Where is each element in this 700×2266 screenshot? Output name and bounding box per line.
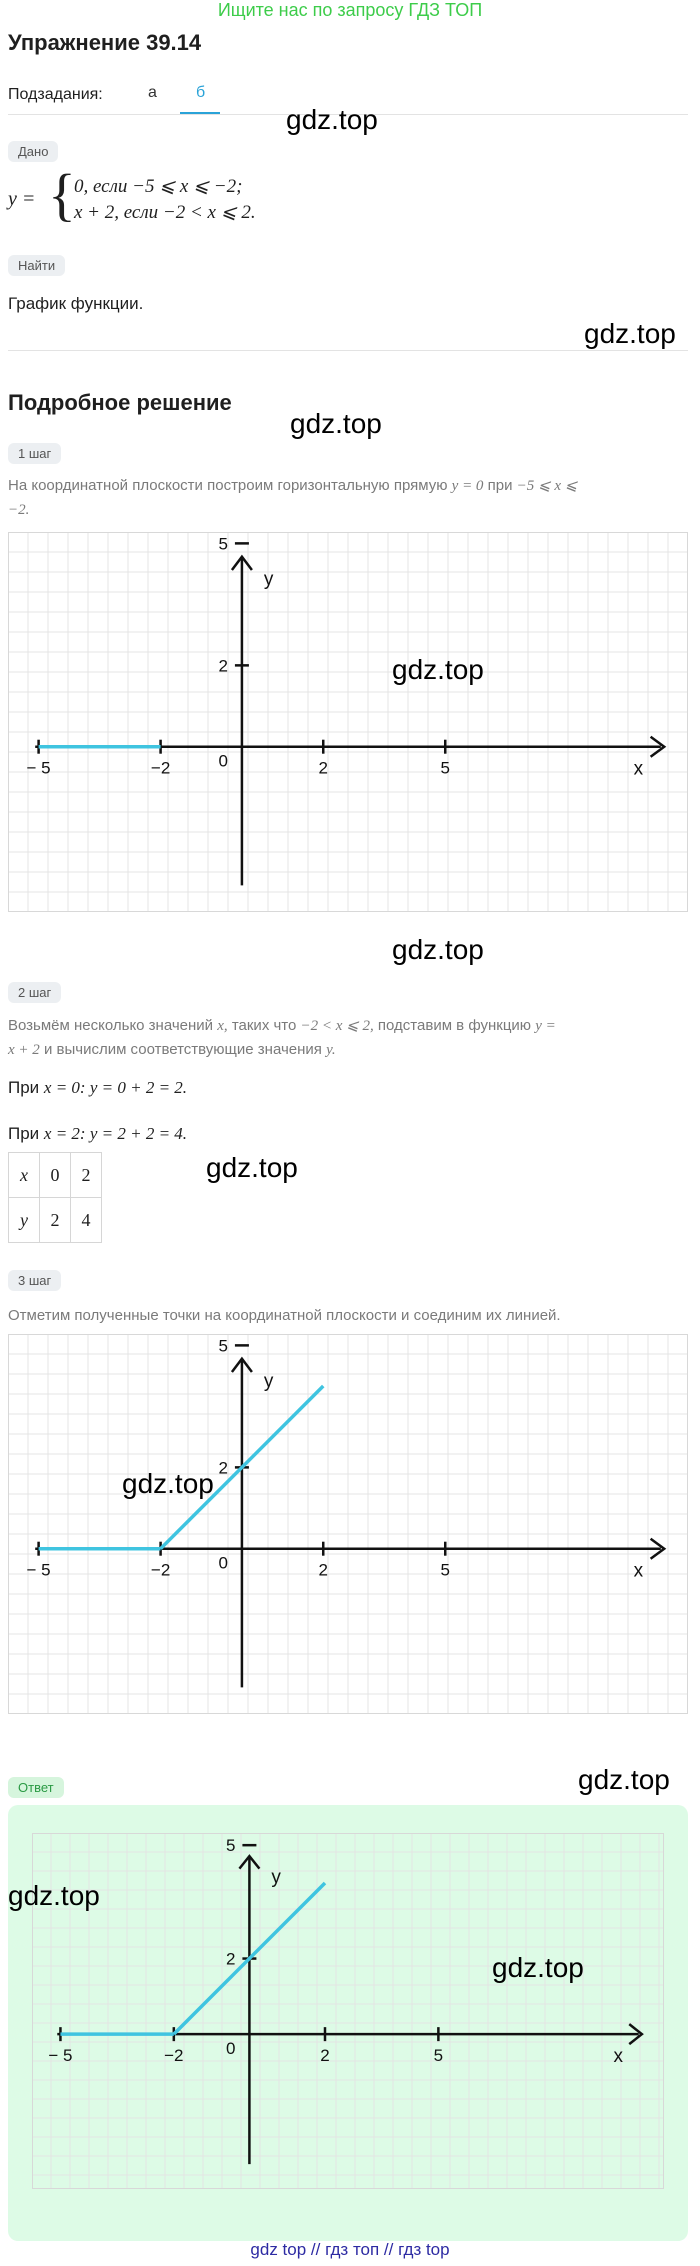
calc-1 xyxy=(8,1078,187,1098)
step1-end: −2. xyxy=(8,502,30,518)
y-axis-label: y xyxy=(263,569,274,591)
step2-range: −2 < x ⩽ 2, xyxy=(300,1018,374,1034)
x-axis-label: x xyxy=(613,2046,623,2068)
y-tick-label: 2 xyxy=(218,1458,228,1478)
graph-answer xyxy=(32,1833,664,2189)
step3-text: Отметим полученные точки на координатной плоскости и соединим их линией. xyxy=(8,1307,561,1324)
x-tick-label: −2 xyxy=(150,1560,171,1580)
x-tick-label: 2 xyxy=(318,758,328,778)
step2-text-c: подставим в функцию xyxy=(377,1017,532,1034)
given-lhs: y = xyxy=(8,188,36,210)
x-axis-label: x xyxy=(633,758,644,780)
step1-eq: y = 0 xyxy=(451,478,484,494)
step1-range: −5 ⩽ x ⩽ xyxy=(516,478,578,494)
step2-badge: 2 шаг xyxy=(8,982,61,1003)
top-banner[interactable]: Ищите нас по запросу ГДЗ ТОП xyxy=(217,0,483,20)
step2-fn2: x + 2 xyxy=(8,1042,40,1058)
step2-text-d: и вычислим соответствующие значения xyxy=(43,1041,322,1058)
origin-label: 0 xyxy=(218,1553,228,1573)
x-tick-label: 2 xyxy=(320,2046,330,2066)
x-tick-label: −2 xyxy=(150,758,171,778)
watermark: gdz.top xyxy=(578,1764,670,1795)
table-cell: y xyxy=(9,1198,40,1243)
x-tick-label: − 5 xyxy=(48,2046,73,2066)
given-case-2: x + 2, если −2 < x ⩽ 2. xyxy=(74,202,256,223)
y-axis-label: y xyxy=(263,1371,274,1393)
footer[interactable]: gdz top // гдз топ // гдз top xyxy=(250,2240,450,2259)
exercise-title: Упражнение 39.14 xyxy=(8,30,202,55)
step3-badge: 3 шаг xyxy=(8,1270,61,1291)
given-badge: Дано xyxy=(8,141,58,162)
x-axis-label: x xyxy=(633,1560,644,1582)
step2-text-a: Возьмём несколько значений xyxy=(8,1017,214,1034)
calc-2-expr: x = 2: y = 2 + 2 = 4. xyxy=(43,1124,188,1143)
calc-2-label: При xyxy=(8,1124,40,1143)
y-tick-label: 5 xyxy=(218,1336,228,1356)
subtask-tab-b[interactable]: б xyxy=(196,84,206,101)
step2-text xyxy=(8,1014,688,1062)
values-table xyxy=(8,1152,102,1243)
watermark: gdz.top xyxy=(206,1152,298,1183)
find-badge: Найти xyxy=(8,255,65,276)
calc-2 xyxy=(8,1124,187,1144)
x-tick-label: − 5 xyxy=(26,758,51,778)
step2-x: x, xyxy=(217,1018,228,1034)
find-text: График функции. xyxy=(8,294,144,313)
table-cell: 4 xyxy=(71,1198,102,1243)
y-tick-label: 2 xyxy=(218,656,228,676)
watermark: gdz.top xyxy=(392,934,484,965)
table-cell: 0 xyxy=(40,1153,71,1198)
x-tick-label: 5 xyxy=(440,1560,450,1580)
table-cell: 2 xyxy=(71,1153,102,1198)
graph-step3 xyxy=(8,1334,688,1714)
origin-label: 0 xyxy=(225,2039,236,2059)
given-case-1: 0, если −5 ⩽ x ⩽ −2; xyxy=(74,176,243,197)
table-cell: x xyxy=(9,1153,40,1198)
y-tick-label: 5 xyxy=(218,534,228,554)
watermark: gdz.top xyxy=(492,1952,584,1983)
watermark: gdz.top xyxy=(8,1880,100,1911)
calc-1-expr: x = 0: y = 0 + 2 = 2. xyxy=(43,1078,188,1097)
x-tick-label: 2 xyxy=(318,1560,328,1580)
answer-badge: Ответ xyxy=(8,1777,64,1798)
x-tick-label: −2 xyxy=(164,2046,184,2066)
brace-icon: { xyxy=(48,162,76,227)
graph-step1 xyxy=(8,532,688,912)
y-tick-label: 2 xyxy=(225,1949,236,1969)
y-axis-label: y xyxy=(271,1866,281,1888)
subtask-tab-a[interactable]: а xyxy=(148,84,157,101)
solution-heading: Подробное решение xyxy=(8,390,232,415)
step1-text-a: На координатной плоскости построим горизонтальную прямую xyxy=(8,477,448,494)
origin-label: 0 xyxy=(218,751,228,771)
watermark: gdz.top xyxy=(290,408,382,439)
x-tick-label: 5 xyxy=(433,2046,444,2066)
step1-text-b: при xyxy=(487,477,513,494)
calc-1-label: При xyxy=(8,1078,40,1097)
watermark: gdz.top xyxy=(286,104,378,135)
x-tick-label: − 5 xyxy=(26,1560,51,1580)
separator xyxy=(8,350,688,351)
y-tick-label: 5 xyxy=(225,1836,236,1856)
x-tick-label: 5 xyxy=(440,758,450,778)
step2-text-b: таких что xyxy=(231,1017,297,1034)
watermark: gdz.top xyxy=(584,318,676,349)
subtasks-label: Подзадания: xyxy=(8,86,103,103)
step2-fn1: y = xyxy=(535,1018,556,1034)
step2-y: y. xyxy=(326,1042,336,1058)
watermark: gdz.top xyxy=(392,654,484,685)
table-row xyxy=(9,1198,102,1243)
watermark: gdz.top xyxy=(122,1468,214,1499)
table-row xyxy=(9,1153,102,1198)
step1-badge: 1 шаг xyxy=(8,443,61,464)
table-cell: 2 xyxy=(40,1198,71,1243)
step1-text xyxy=(8,474,688,522)
